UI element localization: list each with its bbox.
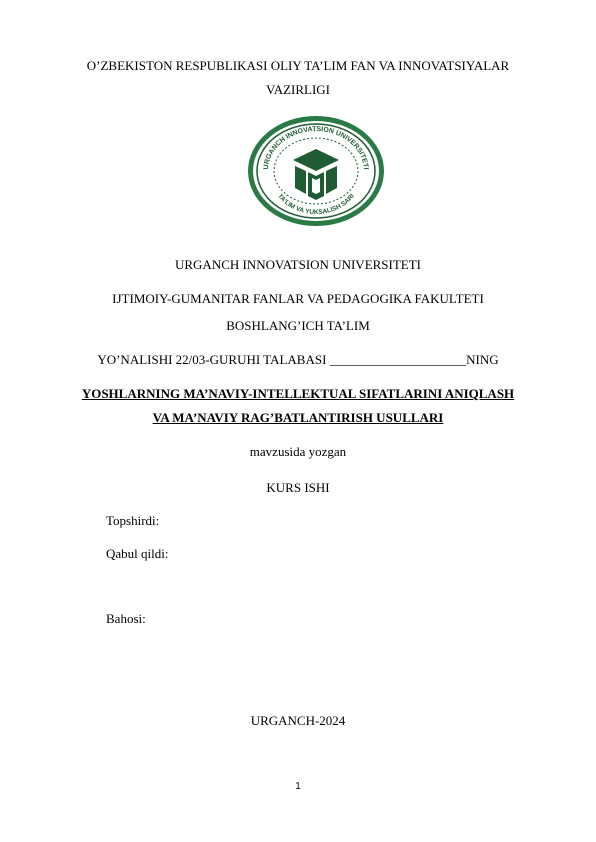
- grade-label: Bahosi:: [106, 611, 146, 626]
- city-year: URGANCH-2024: [250, 713, 346, 728]
- student-line: YO’NALISHI 22/03-GURUHI TALABASI _____________________NING: [97, 352, 499, 367]
- accepted-label: Qabul qildi:: [106, 546, 169, 561]
- university-name: URGANCH INNOVATSION UNIVERSITETI: [174, 257, 422, 272]
- faculty-name: IJTIMOIY-GUMANITAR FANLAR VA PEDAGOGIKA FAKULTETI: [112, 291, 484, 306]
- svg-text:TA’LIM VA YUKSALISH SARI: TA’LIM VA YUKSALISH SARI: [276, 192, 356, 217]
- written-on-label: mavzusida yozgan: [249, 444, 347, 459]
- ministry-line-2: VAZIRLIGI: [265, 82, 331, 97]
- university-seal-icon: [246, 114, 386, 228]
- svg-text:URGANCH INNOVATSION UNIVERSITE: URGANCH INNOVATSION UNIVERSITETI: [262, 125, 369, 170]
- page-number: 1: [295, 781, 301, 792]
- topic-title-line-2: VA MA’NAVIY RAG’BATLANTIRISH USULLARI: [152, 410, 444, 425]
- topic-title-line-1: YOSHLARNING MA’NAVIY-INTELLEKTUAL SIFATLARINI ANIQLASH: [81, 386, 515, 401]
- program-name: BOSHLANG’ICH TA’LIM: [226, 318, 370, 333]
- university-logo: [246, 114, 386, 228]
- submitted-label: Topshirdi:: [106, 513, 160, 528]
- work-type-label: KURS ISHI: [266, 480, 330, 495]
- ministry-line-1: O’ZBEKISTON RESPUBLIKASI OLIY TA’LIM FAN VA INNOVATSIYALAR: [86, 58, 510, 73]
